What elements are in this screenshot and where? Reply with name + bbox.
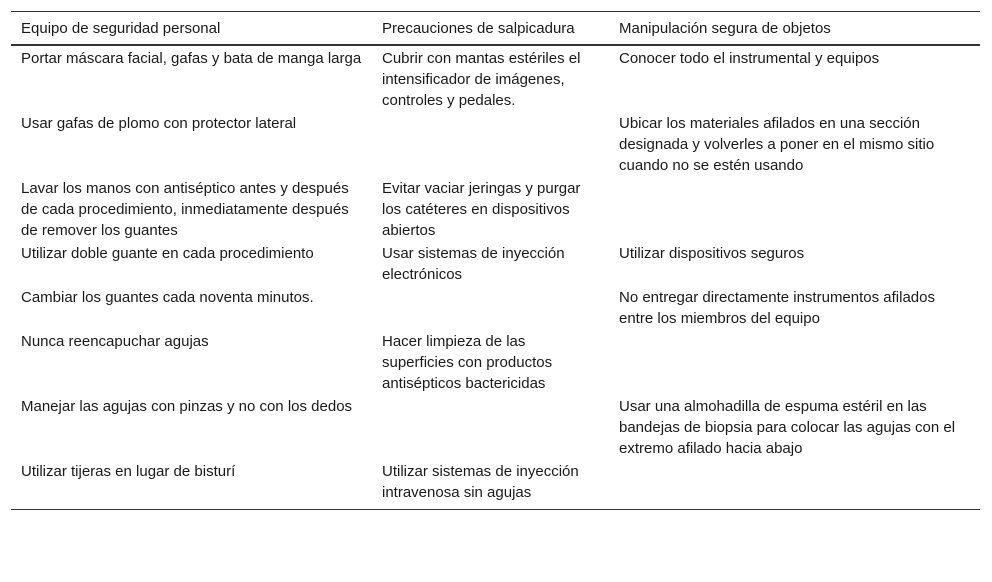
table-row xyxy=(11,242,980,286)
table-cell: Portar máscara facial, gafas y bata de manga larga xyxy=(21,50,362,67)
table-cell: Utilizar doble guante en cada procedimiento xyxy=(21,245,314,262)
table-cell: Usar sistemas de inyección electrónicos xyxy=(382,245,565,283)
table-cell: Cubrir con mantas estériles el intensificador de imágenes, controles y pedales. xyxy=(382,50,581,109)
table-row xyxy=(11,112,980,177)
table-cell: Usar gafas de plomo con protector lateral xyxy=(21,115,297,132)
table-row xyxy=(11,330,980,395)
header-row xyxy=(11,12,980,46)
table-cell xyxy=(609,460,980,510)
header-safe-handling: Manipulación segura de objetos xyxy=(619,20,831,37)
table-cell: Nunca reencapuchar agujas xyxy=(21,333,209,350)
table-cell: Usar una almohadilla de espuma estéril en las bandejas de biopsia para colocar las agujas con el extremo afilado hacia abajo xyxy=(619,398,956,457)
table-body xyxy=(11,45,980,510)
table-cell: Lavar los manos con antiséptico antes y después de cada procedimiento, inmediatamente después de remover los guantes xyxy=(21,180,349,239)
table-cell: Evitar vaciar jeringas y purgar los catéteres en dispositivos abiertos xyxy=(382,180,581,239)
table-row xyxy=(11,395,980,460)
table-cell: Ubicar los materiales afilados en una sección designada y volverles a poner en el mismo sitio cuando no se estén usando xyxy=(619,115,935,174)
table-cell: Hacer limpieza de las superficies con productos antisépticos bactericidas xyxy=(382,333,553,392)
table-cell xyxy=(609,330,980,395)
table-cell: Utilizar dispositivos seguros xyxy=(619,245,805,262)
safety-measures-table xyxy=(11,11,980,510)
table-cell xyxy=(372,286,609,330)
table-cell: Cambiar los guantes cada noventa minutos. xyxy=(21,289,314,306)
table-cell xyxy=(372,395,609,460)
header-personal-equipment: Equipo de seguridad personal xyxy=(21,20,221,37)
table-row xyxy=(11,286,980,330)
table-cell: Utilizar tijeras en lugar de bisturí xyxy=(21,463,236,480)
table-cell: Manejar las agujas con pinzas y no con los dedos xyxy=(21,398,353,415)
safety-table-container xyxy=(11,11,980,510)
table-cell: No entregar directamente instrumentos afilados entre los miembros del equipo xyxy=(619,289,935,327)
table-header xyxy=(11,12,980,46)
table-cell: Utilizar sistemas de inyección intravenosa sin agujas xyxy=(382,463,579,501)
table-cell xyxy=(372,112,609,177)
table-row xyxy=(11,177,980,242)
table-row xyxy=(11,45,980,112)
header-splash-precautions: Precauciones de salpicadura xyxy=(382,20,575,37)
table-cell xyxy=(609,177,980,242)
table-cell: Conocer todo el instrumental y equipos xyxy=(619,50,880,67)
table-row xyxy=(11,460,980,510)
